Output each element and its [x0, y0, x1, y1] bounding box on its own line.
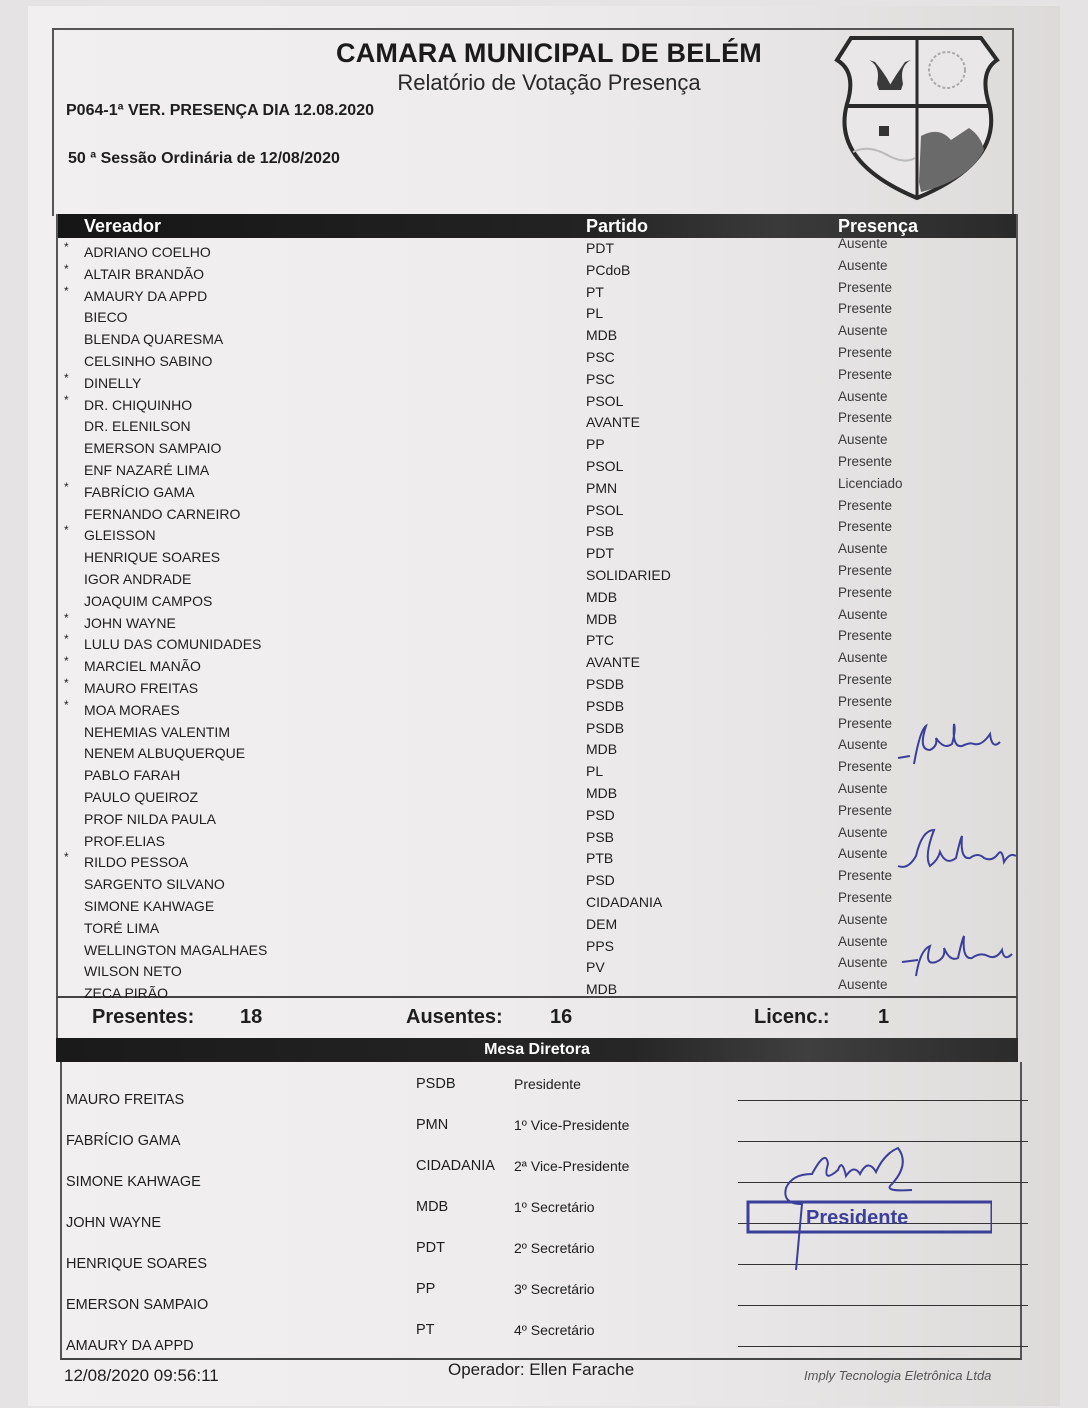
party-name: MDB: [586, 610, 618, 627]
presence-status: Ausente: [838, 606, 888, 622]
row-marker: *: [64, 283, 69, 298]
signature-line: [738, 1223, 1028, 1224]
party-name: SOLIDARIED: [586, 566, 671, 583]
vereador-name: NENEM ALBUQUERQUE: [84, 745, 246, 762]
presence-status: Presente: [838, 868, 893, 884]
party-name: PP: [586, 436, 605, 453]
vereador-name: MOA MORAES: [84, 701, 180, 718]
presence-status: Presente: [838, 366, 893, 382]
party-name: PTC: [586, 632, 614, 649]
presence-status: Ausente: [838, 650, 888, 666]
party-name: MDB: [586, 981, 618, 998]
vereador-name: JOAQUIM CAMPOS: [84, 592, 213, 609]
vereador-name: LULU DAS COMUNIDADES: [84, 636, 262, 653]
party-name: MDB: [586, 327, 618, 344]
column-header-presenca: Presença: [838, 216, 919, 236]
column-header-vereador: Vereador: [84, 216, 162, 236]
presence-status: Ausente: [838, 236, 888, 251]
vereador-name: PROF NILDA PAULA: [84, 810, 217, 827]
row-marker: *: [64, 675, 69, 690]
mesa-diretora-table: [60, 1062, 1022, 1360]
vereador-name: ADRIANO COELHO: [84, 244, 211, 260]
vereador-name: ALTAIR BRANDÃO: [84, 265, 205, 282]
party-name: PSB: [586, 523, 615, 540]
presence-status: Presente: [838, 453, 893, 469]
report-timestamp: 12/08/2020 09:56:11: [64, 1366, 219, 1385]
vereador-name: BIECO: [84, 309, 128, 326]
party-name: MDB: [586, 784, 618, 801]
party-name: PSC: [586, 370, 615, 387]
presence-status: Ausente: [838, 323, 888, 339]
member-name: HENRIQUE SOARES: [66, 1256, 207, 1272]
vereador-name: PABLO FARAH: [84, 767, 181, 784]
row-marker: *: [64, 479, 69, 494]
member-party: MDB: [416, 1199, 449, 1215]
mesa-diretora-header: [56, 1038, 1018, 1062]
member-name: MAURO FREITAS: [66, 1092, 185, 1108]
party-name: CIDADANIA: [586, 893, 663, 910]
stamp-label: Presidente: [806, 1207, 909, 1229]
row-marker: *: [64, 654, 69, 669]
vereador-name: DR. ELENILSON: [84, 418, 191, 435]
vereador-name: SARGENTO SILVANO: [84, 876, 225, 893]
party-name: PSDB: [586, 697, 625, 714]
presence-status: Ausente: [838, 257, 888, 273]
member-role: 1º Secretário: [514, 1199, 595, 1215]
party-name: PSD: [586, 872, 615, 889]
party-name: PSB: [586, 828, 615, 845]
presence-status: Presente: [838, 584, 893, 600]
party-name: PSOL: [586, 457, 624, 474]
party-name: PSOL: [586, 392, 624, 409]
presence-status: Presente: [838, 301, 893, 317]
party-name: PL: [586, 763, 604, 780]
report-subtitle: Relatório de Votação Presença: [397, 70, 701, 95]
member-name: JOHN WAYNE: [66, 1215, 162, 1231]
presence-status: Ausente: [838, 824, 888, 840]
presence-status: Presente: [838, 279, 893, 295]
member-party: PSDB: [416, 1076, 456, 1092]
presence-status: Presente: [838, 519, 893, 535]
presence-status: Ausente: [838, 977, 888, 993]
presence-status: Presente: [838, 671, 893, 687]
presence-status: Presente: [838, 715, 893, 731]
signature-line: [738, 1346, 1028, 1347]
ausentes-label: Ausentes:: [406, 1006, 503, 1028]
party-name: PTB: [586, 850, 614, 867]
row-marker: *: [64, 610, 69, 625]
vereador-name: EMERSON SAMPAIO: [84, 440, 222, 457]
member-party: PDT: [416, 1240, 445, 1256]
party-name: MDB: [586, 588, 618, 605]
member-role: 1º Vice-Presidente: [514, 1117, 630, 1133]
licenc-label: Licenc.:: [754, 1006, 830, 1028]
vereador-name: RILDO PESSOA: [84, 854, 189, 871]
vereador-name: MAURO FREITAS: [84, 679, 199, 696]
presence-status: Presente: [838, 759, 893, 775]
signature-line: [738, 1100, 1028, 1101]
party-name: PSDB: [586, 719, 625, 736]
vereador-name: MARCIEL MANÃO: [84, 658, 201, 675]
vereador-name: BLENDA QUARESMA: [84, 331, 224, 348]
vereador-name: PROF.ELIAS: [84, 832, 165, 849]
row-marker: *: [64, 240, 69, 254]
party-name: PT: [586, 283, 604, 300]
presence-status: Ausente: [838, 780, 888, 796]
vereador-name: AMAURY DA APPD: [84, 287, 208, 304]
party-name: PSD: [586, 806, 615, 823]
presence-status: Presente: [838, 889, 893, 905]
party-name: PSDB: [586, 675, 625, 692]
report-header: [52, 28, 1014, 216]
row-marker: *: [64, 632, 69, 647]
table-header-row: [58, 214, 1016, 238]
mesa-diretora-title: Mesa Diretora: [484, 1041, 590, 1058]
attendance-totals: [56, 998, 1018, 1038]
member-name: AMAURY DA APPD: [66, 1338, 194, 1354]
member-name: FABRÍCIO GAMA: [66, 1133, 181, 1149]
session-label: 50 ª Sessão Ordinária de 12/08/2020: [68, 150, 340, 167]
party-name: PMN: [586, 479, 618, 496]
party-name: AVANTE: [586, 654, 640, 671]
presence-status: Ausente: [838, 541, 888, 557]
mesa-member-row: [62, 1240, 1020, 1280]
vereador-name: JOHN WAYNE: [84, 614, 176, 631]
vereador-name: IGOR ANDRADE: [84, 570, 192, 587]
vereador-name: PAULO QUEIROZ: [84, 788, 199, 805]
member-party: PP: [416, 1281, 436, 1297]
operator-name: Operador: Ellen Farache: [448, 1360, 635, 1379]
presence-status: Presente: [838, 497, 893, 513]
presence-status: Ausente: [838, 737, 888, 753]
row-marker: *: [64, 850, 69, 865]
report-reference: P064-1ª VER. PRESENÇA DIA 12.08.2020: [66, 102, 374, 119]
presence-status: Presente: [838, 410, 893, 426]
party-name: PPS: [586, 937, 615, 954]
presence-status: Ausente: [838, 933, 888, 949]
presence-status: Ausente: [838, 432, 888, 448]
row-marker: *: [64, 370, 69, 385]
report-title: CAMARA MUNICIPAL DE BELÉM: [336, 38, 762, 68]
party-name: PSC: [586, 348, 615, 365]
row-marker: *: [64, 697, 69, 712]
vereador-name: GLEISSON: [84, 527, 156, 544]
presentes-label: Presentes:: [92, 1006, 195, 1028]
mesa-member-row: [62, 1322, 1020, 1362]
mesa-member-row: [62, 1158, 1020, 1198]
mesa-member-row: [62, 1281, 1020, 1321]
party-name: AVANTE: [586, 414, 640, 431]
party-name: PV: [586, 959, 605, 976]
member-name: SIMONE KAHWAGE: [66, 1174, 201, 1190]
mesa-member-row: [62, 1199, 1020, 1239]
mesa-member-row: [62, 1076, 1020, 1116]
report-frame: [52, 28, 1012, 1398]
member-party: PMN: [416, 1117, 449, 1133]
presentes-count: 18: [240, 1006, 263, 1028]
signature-line: [738, 1264, 1028, 1265]
presence-status: Ausente: [838, 846, 888, 862]
presence-status: Ausente: [838, 911, 888, 927]
party-name: PDT: [586, 240, 614, 256]
vereador-name: NEHEMIAS VALENTIM: [84, 723, 230, 740]
vereador-name: FABRÍCIO GAMA: [84, 483, 195, 500]
presence-status: Presente: [838, 562, 893, 578]
licenc-count: 1: [878, 1006, 890, 1028]
vereador-name: ZECA PIRÃO: [84, 985, 169, 1002]
member-party: CIDADANIA: [416, 1158, 495, 1174]
party-name: PCdoB: [586, 261, 631, 278]
party-name: PSOL: [586, 501, 624, 518]
member-role: 4º Secretário: [514, 1322, 595, 1338]
member-name: EMERSON SAMPAIO: [66, 1297, 209, 1313]
table-body: [58, 236, 1016, 1003]
party-name: PDT: [586, 545, 614, 562]
vereador-name: CELSINHO SABINO: [84, 352, 213, 369]
vereador-name: ENF NAZARÉ LIMA: [84, 461, 210, 478]
party-name: PL: [586, 305, 604, 322]
vereador-name: SIMONE KAHWAGE: [84, 897, 215, 914]
presence-status: Presente: [838, 802, 893, 818]
presence-status: Presente: [838, 693, 893, 709]
member-role: 3º Secretário: [514, 1281, 595, 1297]
signature-line: [738, 1141, 1028, 1142]
row-marker: *: [64, 392, 69, 407]
presence-status: Ausente: [838, 955, 888, 971]
member-role: 2ª Vice-Presidente: [514, 1158, 630, 1174]
party-name: DEM: [586, 915, 618, 932]
vereador-name: WILSON NETO: [84, 963, 182, 980]
party-name: MDB: [586, 741, 618, 758]
column-header-partido: Partido: [586, 216, 649, 236]
presence-status: Presente: [838, 628, 893, 644]
presence-status: Ausente: [838, 388, 888, 404]
vereador-name: DR. CHIQUINHO: [84, 396, 193, 413]
presence-status: Presente: [838, 344, 893, 360]
ausentes-count: 16: [550, 1006, 573, 1028]
vereador-name: WELLINGTON MAGALHAES: [84, 941, 268, 958]
signature-line: [738, 1182, 1028, 1183]
mesa-member-row: [62, 1117, 1020, 1157]
row-marker: *: [64, 261, 69, 276]
row-marker: *: [64, 523, 69, 538]
vereador-name: DINELLY: [84, 374, 142, 391]
member-role: Presidente: [514, 1076, 581, 1092]
signature-line: [738, 1305, 1028, 1306]
vereador-name: HENRIQUE SOARES: [84, 549, 221, 566]
software-vendor: Imply Tecnologia Eletrônica Ltda: [804, 1368, 992, 1383]
vereador-name: TORÉ LIMA: [84, 919, 160, 936]
vereador-name: FERNANDO CARNEIRO: [84, 505, 241, 522]
presence-status: Licenciado: [838, 475, 903, 491]
member-party: PT: [416, 1322, 435, 1338]
attendance-table: [56, 214, 1018, 1002]
member-role: 2º Secretário: [514, 1240, 595, 1256]
coat-of-arms-icon: [829, 32, 1009, 202]
